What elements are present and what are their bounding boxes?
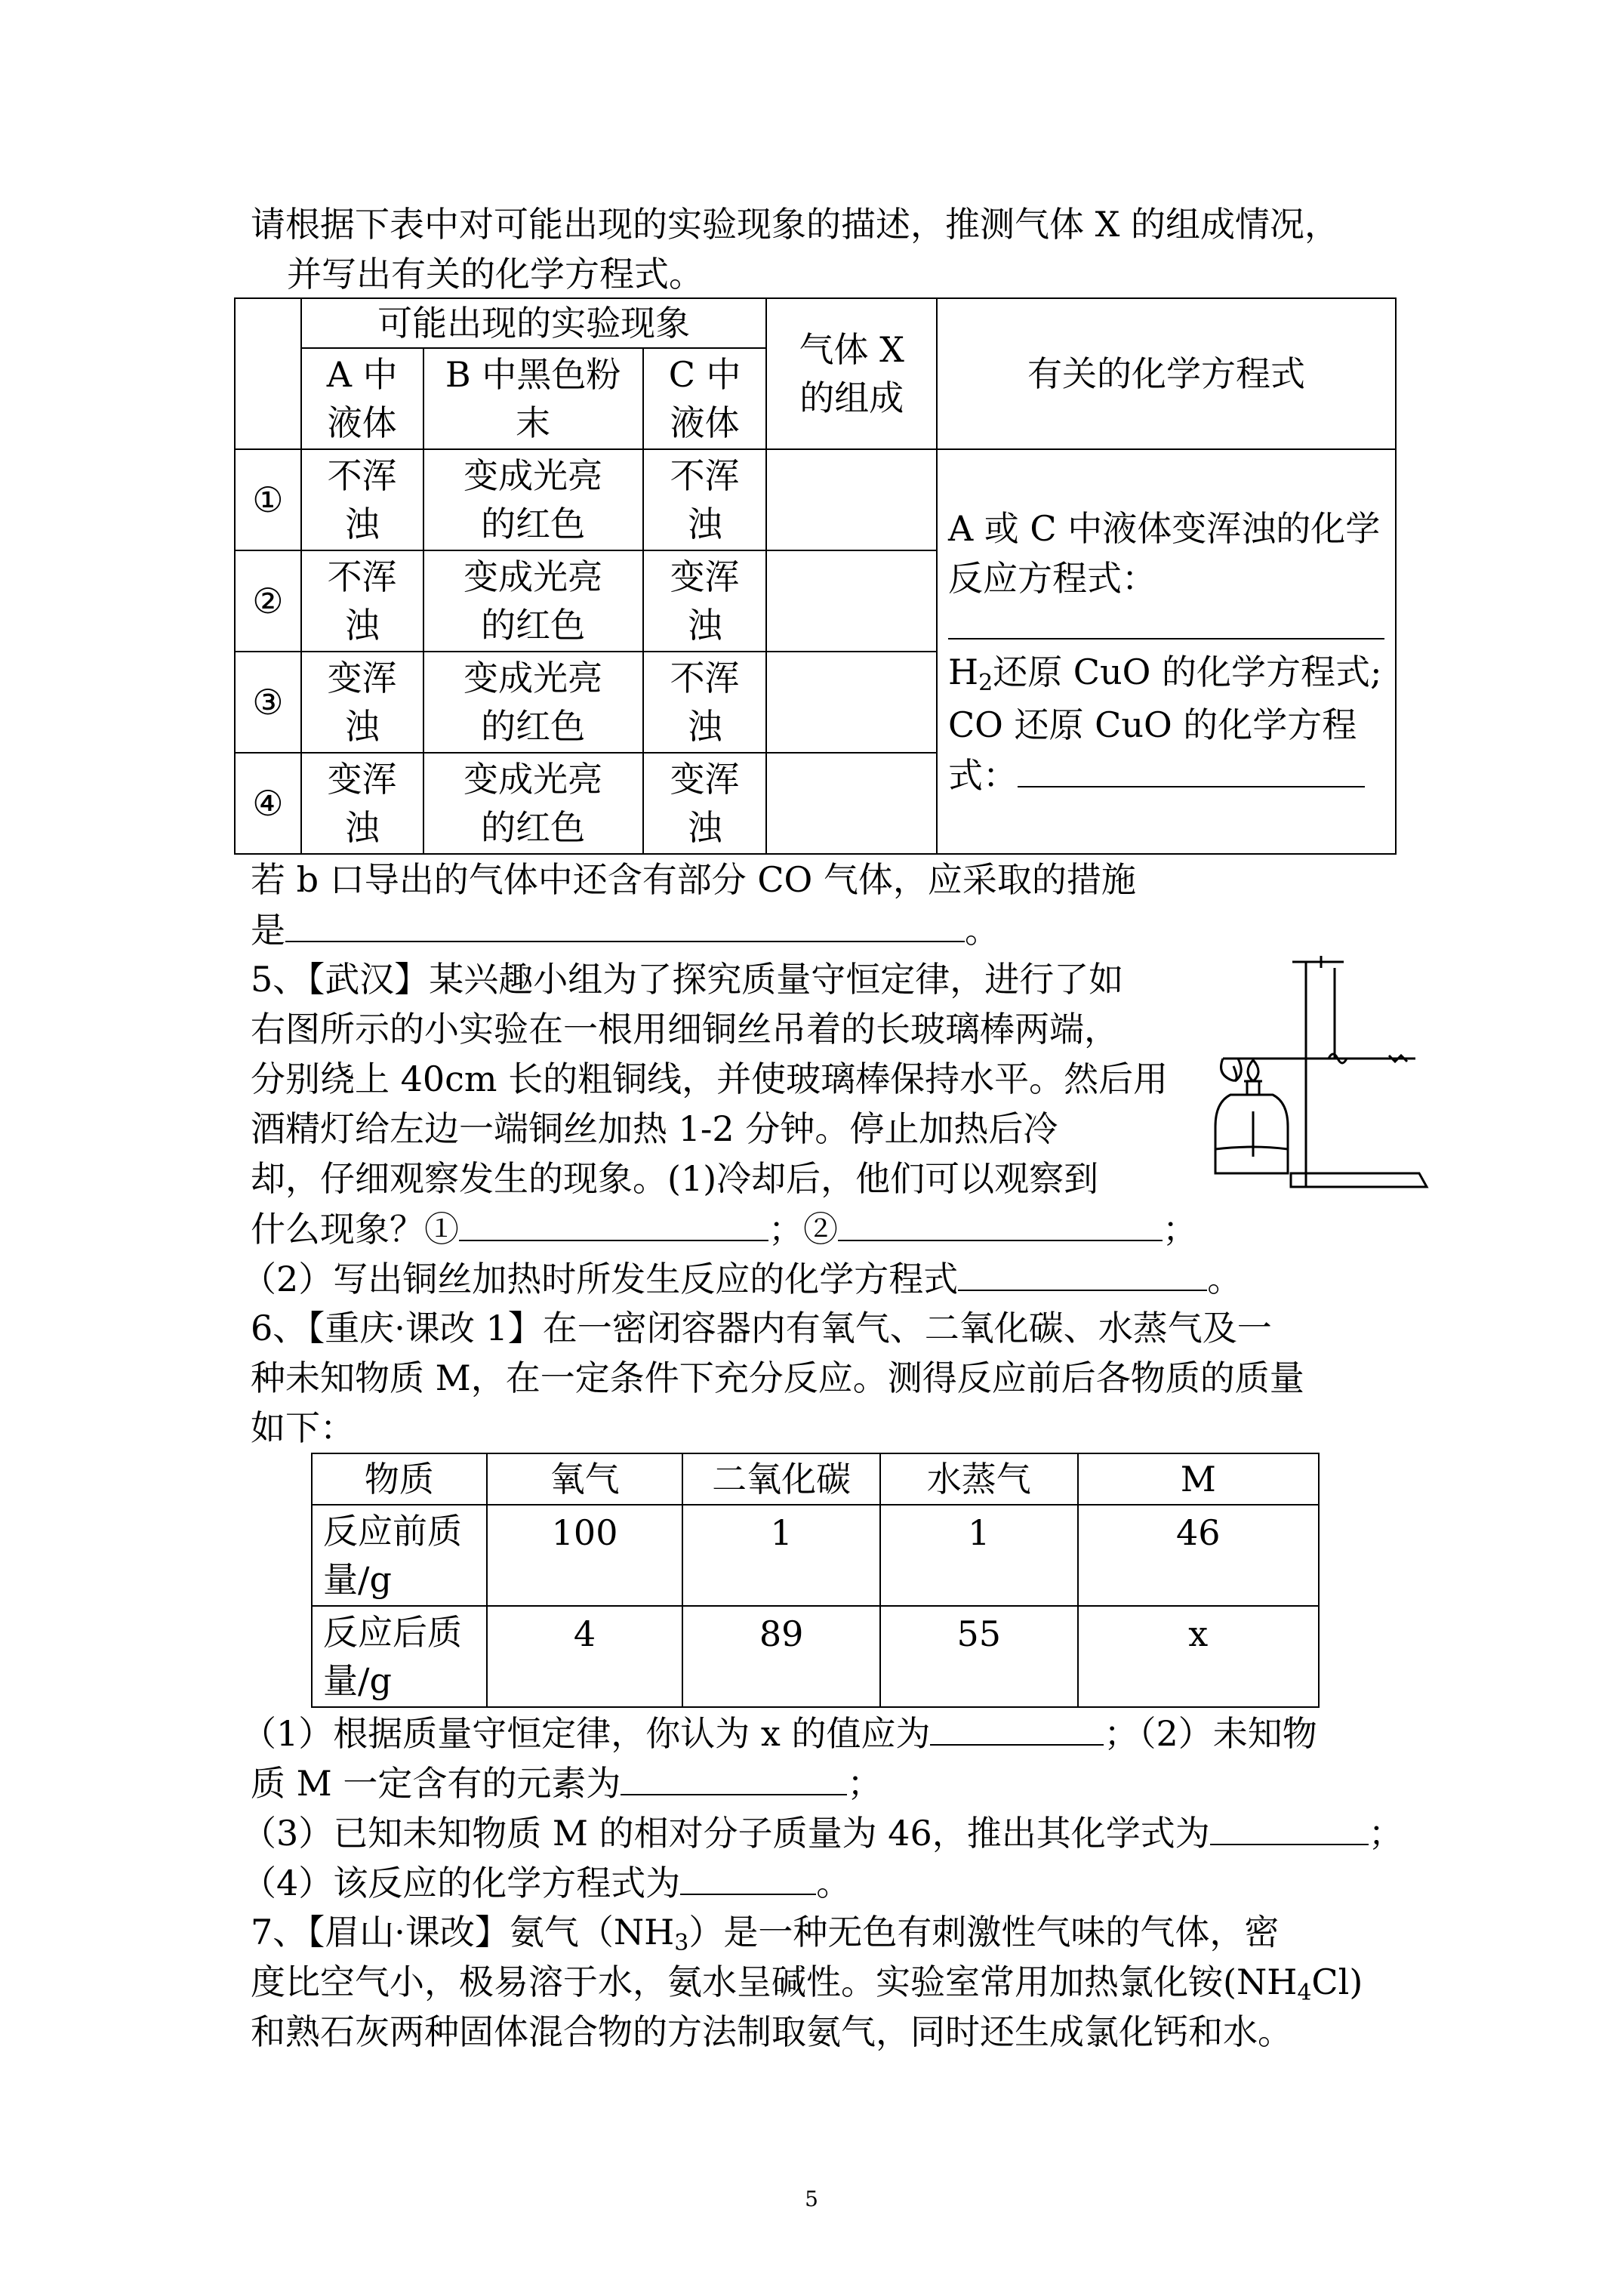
eq-co-text: CO 还原 CuO 的化学方程式： (947, 704, 1357, 796)
cell-a: 变浑浊 (301, 753, 423, 854)
q7-line-1 (251, 1907, 1279, 1957)
q5-line-7-end: 。 (1207, 1259, 1243, 1299)
eq-h2-sub: 2 (978, 669, 993, 696)
q5-line-3: 分别绕上 40cm 长的粗铜线，并使玻璃棒保持水平。然后用 (251, 1059, 1169, 1099)
q7-line-2-text: 度比空气小，极易溶于水，氨水呈碱性。实验室常用加热氯化铵(NH (251, 1962, 1298, 2002)
cell-c: 变浑浊 (643, 753, 767, 854)
eq-blank-1 (948, 608, 1384, 639)
equation-cell (937, 449, 1396, 854)
q5-line-6-mid: ；② (768, 1209, 838, 1250)
q6-line-3: 如下： (251, 1407, 355, 1448)
table-row (235, 449, 1396, 550)
q6-a2-prefix: 质 M 一定含有的元素为 (251, 1763, 621, 1804)
header-co2: 二氧化碳 (682, 1453, 880, 1505)
q5-line-4: 酒精灯给左边一端铜丝加热 1-2 分钟。停止加热后冷 (251, 1108, 1058, 1149)
q6-a4-end: 。 (816, 1863, 852, 1903)
co-measure-line-1: 若 b 口导出的气体中还含有部分 CO 气体，应采取的措施 (251, 859, 1136, 900)
q7-line-3: 和熟石灰两种固体混合物的方法制取氨气，同时还生成氯化钙和水。 (251, 2011, 1292, 2052)
cell-a: 变浑浊 (301, 652, 423, 753)
cell-c: 不浑浊 (643, 652, 767, 753)
index-header (235, 298, 301, 449)
table-row (312, 1606, 1319, 1707)
row-index: ③ (235, 652, 301, 753)
q6-a3-prefix: （3）已知未知物质 M 的相对分子质量为 46，推出其化学式为 (242, 1813, 1210, 1854)
row-label: 反应后质量/g (312, 1606, 487, 1707)
q7-line-1-text: 7、【眉山·课改】氨气（NH (251, 1912, 675, 1952)
cell-b: 变成光亮的红色 (423, 449, 643, 550)
cell-c: 变浑浊 (643, 550, 767, 652)
q7-line-2 (251, 1957, 1363, 2007)
header-water-vapor: 水蒸气 (880, 1453, 1078, 1505)
cell-gas-x (766, 652, 937, 753)
cell-value: 100 (487, 1505, 683, 1606)
q6-blank-3 (1210, 1808, 1369, 1845)
q5-line-2: 右图所示的小实验在一根用细铜丝吊着的长玻璃棒两端， (251, 1009, 1119, 1049)
q6-blank-2 (621, 1758, 847, 1795)
co-measure-line-2 (251, 905, 999, 955)
q6-blank-4 (680, 1857, 816, 1895)
mass-table (311, 1453, 1320, 1708)
cell-gas-x (766, 550, 937, 652)
q6-blank-1 (930, 1708, 1104, 1746)
cell-a: 不浑浊 (301, 449, 423, 550)
eq-co-line (948, 700, 1384, 800)
cell-value: x (1078, 1606, 1320, 1707)
q6-line-2: 种未知物质 M，在一定条件下充分反应。测得反应前后各物质的质量 (251, 1358, 1304, 1398)
q7-line-2-rest: Cl) (1311, 1962, 1363, 2002)
intro-line-2: 并写出有关的化学方程式。 (287, 254, 704, 294)
cell-value: 4 (487, 1606, 683, 1707)
intro-line-1: 请根据下表中对可能出现的实验现象的描述，推测气体 X 的组成情况， (251, 204, 1339, 245)
table-row (312, 1505, 1319, 1606)
header-oxygen: 氧气 (487, 1453, 683, 1505)
q7-nh3-sub: 3 (674, 1930, 689, 1956)
eq-h2-end: ; (1369, 651, 1382, 692)
col-b-header: B 中黑色粉末 (423, 348, 643, 449)
cell-value: 1 (880, 1505, 1078, 1606)
q6-answer-3 (242, 1808, 1403, 1858)
q6-answer-1 (242, 1708, 1317, 1758)
q5-line-6-end: ； (1163, 1209, 1197, 1250)
cell-value: 55 (880, 1606, 1078, 1707)
eq-h2-rest: 还原 CuO 的化学方程式 (993, 651, 1370, 692)
cell-value: 89 (682, 1606, 880, 1707)
col-c-header: C 中液体 (643, 348, 767, 449)
q6-a3-end: ； (1368, 1813, 1403, 1854)
co-measure-prefix: 是 (251, 910, 285, 951)
cell-value: 46 (1078, 1505, 1320, 1606)
cell-b: 变成光亮的红色 (423, 652, 643, 753)
q5-line-6-prefix: 什么现象？① (251, 1209, 459, 1250)
cell-a: 不浑浊 (301, 550, 423, 652)
gas-x-header: 气体 X 的组成 (766, 298, 937, 449)
q5-line-5: 却，仔细观察发生的现象。(1)冷却后，他们可以观察到 (251, 1158, 1099, 1199)
eq-h2-line (948, 647, 1384, 697)
col-a-header: A 中液体 (301, 348, 423, 449)
cell-b: 变成光亮的红色 (423, 550, 643, 652)
eq-h2-prefix: H (947, 651, 979, 692)
co-measure-blank (285, 905, 965, 942)
q5-blank-1 (459, 1203, 768, 1241)
cell-c: 不浑浊 (643, 449, 767, 550)
q6-a1-mid: ；（2）未知物 (1104, 1713, 1317, 1754)
co-measure-suffix: 。 (965, 910, 999, 951)
q6-answer-4 (242, 1857, 851, 1908)
row-label: 反应前质量/g (312, 1505, 487, 1606)
q6-answer-2 (251, 1758, 882, 1808)
q5-blank-3 (958, 1253, 1207, 1291)
q7-line-1-rest: ）是一种无色有刺激性气味的气体，密 (688, 1912, 1280, 1952)
experiment-table (234, 297, 1397, 855)
eq-text-1: A 或 C 中液体变浑浊的化学反应方程式： (947, 507, 1381, 599)
cell-gas-x (766, 449, 937, 550)
eq-co-blank (1018, 750, 1365, 787)
row-index: ④ (235, 753, 301, 854)
q5-line-7 (242, 1253, 1242, 1304)
cell-gas-x (766, 753, 937, 854)
phenomena-header: 可能出现的实验现象 (301, 298, 767, 348)
q6-line-1: 6、【重庆·课改 1】在一密闭容器内有氧气、二氧化碳、水蒸气及一 (251, 1308, 1272, 1348)
cell-b: 变成光亮的红色 (423, 753, 643, 854)
header-m: M (1078, 1453, 1320, 1505)
equation-header: 有关的化学方程式 (937, 298, 1396, 449)
q5-line-7-prefix: （2）写出铜丝加热时所发生反应的化学方程式 (242, 1259, 959, 1299)
q5-line-1: 5、【武汉】某兴趣小组为了探究质量守恒定律，进行了如 (251, 959, 1124, 1000)
q5-line-6 (251, 1203, 1197, 1254)
header-substance: 物质 (312, 1453, 487, 1505)
page-number: 5 (805, 2187, 818, 2211)
q5-blank-2 (838, 1203, 1163, 1241)
q6-a2-end: ； (847, 1763, 882, 1804)
q7-nh4cl-sub: 4 (1297, 1980, 1312, 2006)
q6-a4-prefix: （4）该反应的化学方程式为 (242, 1863, 681, 1903)
copper-wire-apparatus-illustration (1208, 953, 1434, 1202)
row-index: ① (235, 449, 301, 550)
cell-value: 1 (682, 1505, 880, 1606)
q6-a1-prefix: （1）根据质量守恒定律，你认为 x 的值应为 (242, 1713, 931, 1754)
row-index: ② (235, 550, 301, 652)
